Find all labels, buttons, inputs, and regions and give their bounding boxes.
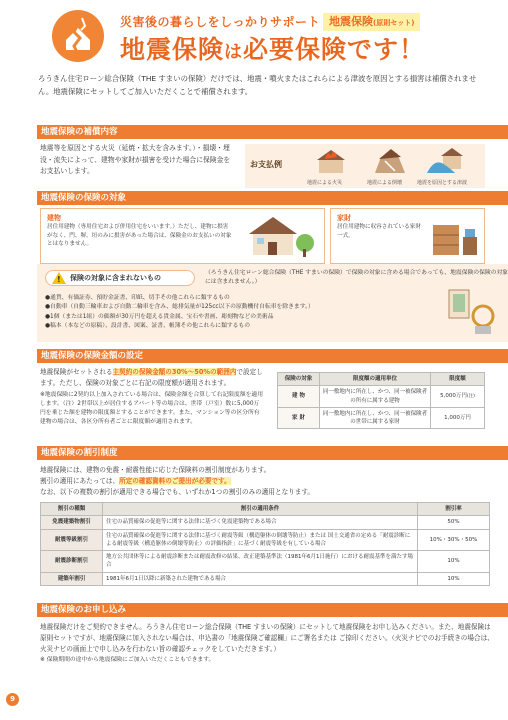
contents-title: 家財 xyxy=(337,214,351,222)
table-cell: 免震建築物割引 xyxy=(41,516,103,529)
warning-icon xyxy=(52,272,66,284)
amount-explanation xyxy=(40,367,265,427)
exclusion-pill xyxy=(45,270,195,286)
table-row xyxy=(41,529,490,551)
table-header: 割引率 xyxy=(418,503,490,516)
contents-body: 居住用建物に収容されている家財一式。 xyxy=(337,224,421,239)
table-header: 保険の対象 xyxy=(278,373,320,386)
table-row xyxy=(41,572,490,585)
caption-fire: 地震による火災 xyxy=(307,180,343,186)
discount-text: 地震保険には、建物の免震・耐震性能に応じた保険料の割引制度があります。 割引の適用にあたっては、所定の確認資料のご提出が必要です。 なお、以下の複数の割引が適用できる場合でも、いずれか1つの割引のみの適用となります。 xyxy=(40,466,315,497)
page-number: 9 xyxy=(6,693,19,706)
contents-card xyxy=(330,208,485,264)
section-moushikomi: 地震保険のお申し込み xyxy=(37,603,508,617)
exclusion-label: 保険の対象に含まれないもの xyxy=(70,274,161,282)
table-cell: 建 物 xyxy=(278,386,320,408)
table-cell: 1981年6月1日以降に新築された建物である場合 xyxy=(103,572,418,585)
header-badge: 地震保険(原則セット) xyxy=(323,13,420,31)
exclusion-box xyxy=(37,264,508,342)
caption-tsunami: 地震を原因とする津波 xyxy=(417,180,468,186)
limit-table xyxy=(277,372,485,429)
table-cell: 地方公共団体等による耐震診断または耐震改修の結果、改正建築基準法（1981年6月1日施行）における耐震基準を満たす場合 xyxy=(103,551,418,573)
exclusion-note: （ろうきん住宅ローン総合保険（THE すまいの保険）で保険の対象に含める場合であっても、地震保険の保険の対象には含まれません。） xyxy=(205,270,508,285)
discount-highlight: 所定の確認資料のご提出が必要です。 xyxy=(119,477,231,486)
table-header: 限度額の適用単位 xyxy=(320,373,431,386)
table-cell: 同一敷地内に所在し、かつ、同一被保険者の所有に属する建物 xyxy=(320,386,431,408)
table-cell: 50% xyxy=(418,516,490,529)
amount-text-2: で設定します。ただし、保険の対象ごとに右記の限度額が適用されます。 xyxy=(40,368,263,387)
building-card xyxy=(40,208,325,264)
table-row xyxy=(41,551,490,573)
amount-highlight: 主契約の保険金額の30%〜50%の範囲内 xyxy=(112,368,237,376)
list-item: ●1個（または1組）の価額が30万円を超える貴金属、宝石や書画、彫刻物などの美術品 xyxy=(45,313,274,320)
header xyxy=(0,0,508,110)
tagline: 災害後の暮らしをしっかりサポート xyxy=(120,15,321,29)
discount-table xyxy=(40,502,490,586)
table-cell: 10% xyxy=(418,551,490,573)
table-cell: 建築年割引 xyxy=(41,572,103,585)
table-cell: 10% xyxy=(418,572,490,585)
payment-examples xyxy=(245,144,485,188)
table-cell: 同一敷地内に所在し、かつ、同一被保険者の世帯に属する家財 xyxy=(320,407,431,429)
table-cell: 10%・30%・50% xyxy=(418,529,490,551)
table-header: 割引の適用条件 xyxy=(103,503,418,516)
fire-icon xyxy=(309,147,355,175)
amount-text-1: 地震保険がセットされる xyxy=(40,368,113,376)
section-kingaku: 地震保険の保険金額の設定 xyxy=(37,349,508,363)
list-item: ●自動車（自動三輪車および自動二輪車を含み、総排気量が125cc以下の原動機付自転車を除きます。） xyxy=(45,304,314,311)
table-cell: 1,000万円 xyxy=(431,407,485,429)
intro-text: ろうきん住宅ローン総合保険（THE すまいの保険）だけでは、地震・噴火またはこれらによる津波を原因とする損害は補償されません。地震保険にセットしてご加入いただくことで補償されます。 xyxy=(38,74,477,96)
table-cell: 耐震等級割引 xyxy=(41,529,103,551)
house-crack-icon xyxy=(52,10,104,62)
section-hosho: 地震保険の補償内容 xyxy=(37,125,508,139)
payment-example-label: お支払例 xyxy=(250,160,282,169)
table-header: 限度額 xyxy=(431,373,485,386)
table-header: 割引の種類 xyxy=(41,503,103,516)
hosho-text: 地震等を原因とする火災（延焼・拡大を含みます。）・損壊・埋没・流失によって、建物や家財が損害を受けた場合に保険金をお支払いします。 xyxy=(40,144,231,176)
tsunami-icon xyxy=(425,147,471,175)
furniture-icon xyxy=(429,217,481,262)
building-body: 居住用建物（専用住宅および併用住宅をいいます。）ただし、建物に損害がなく、門、塀、垣のみに損害があった場合は、保険金のお支払いの対象とはなりません。 xyxy=(47,224,232,248)
amount-notes: ※地震保険に2契約以上加入されている場合は、保険金額を合算して右記限度額を適用します。（注）2世帯以上が居住するアパート等の場合は、世帯（戸室）数に5,000万円を乗じた額を建物の限度額とすることができます。また、マンション等の区分所有建物の場合は、各区分所有者ごとに限度額が適用されます。 xyxy=(40,391,264,425)
list-item: ●通貨、有価証券、預貯金証書、印紙、切手その他これらに類するもの xyxy=(45,295,230,301)
table-cell: 家 財 xyxy=(278,407,320,429)
section-waribiki: 地震保険の割引制度 xyxy=(37,446,508,460)
table-cell: 5,000万円(注) xyxy=(431,386,485,408)
page-title: 地震保険は必要保険です！ xyxy=(120,35,426,64)
table-row xyxy=(278,386,485,408)
collapse-icon xyxy=(367,147,413,175)
section-taisho: 地震保険の保険の対象 xyxy=(37,191,508,205)
exclusion-list xyxy=(45,294,314,331)
table-row xyxy=(278,407,485,429)
table-row xyxy=(41,516,490,529)
valuables-icon xyxy=(445,286,501,341)
table-cell: 住宅の品質確保の促進等に関する法律に基づく耐震等級（構造躯体の倒壊等防止）または 国土交通省の定める「耐震診断による耐震等級（構造躯体の倒壊等防止）の評価指針」に基づく耐震等級を有している場合 xyxy=(103,529,418,551)
caption-collapse: 地震による倒壊 xyxy=(367,180,403,186)
table-cell: 耐震診断割引 xyxy=(41,551,103,573)
application-note: ※ 保険期間の途中から地震保険にご加入いただくこともできます。 xyxy=(40,656,215,663)
building-title: 建物 xyxy=(47,214,61,222)
house-icon xyxy=(241,215,319,262)
application-text: 地震保険だけをご契約できません。ろうきん住宅ローン総合保険（THE すまいの保険）にセットして地震保険をお申し込みください。また、地震保険は原則セットですが、地震保険に加入されない場合は、申込書の「地震保険ご確認欄」にご署名または ご捺印ください。（火災ナビでのお手続きの場合は、火災ナビの画面上で申し込みを行わない旨の確認チェックをしていただきます。） ※ 保険期間の途中から地震保険にご加入いただくこともできます。 xyxy=(40,622,495,665)
table-cell: 住宅の品質確保の促進等に関する法律に基づく免震建築物である場合 xyxy=(103,516,418,529)
list-item: ●稿本（本などの原稿）、設計書、図案、証書、帳簿その他これらに類するもの xyxy=(45,322,251,329)
